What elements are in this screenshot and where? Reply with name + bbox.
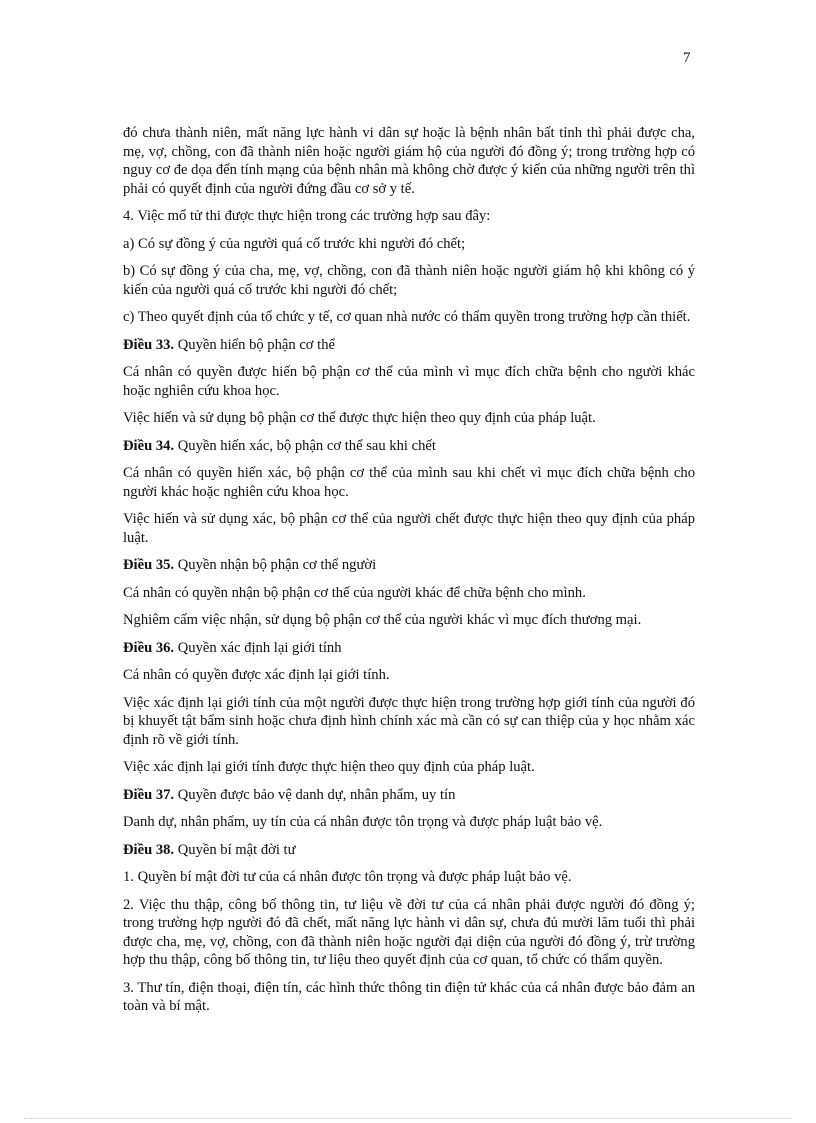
paragraph: Việc xác định lại giới tính của một người được thực hiện trong trường hợp giới tính của người đó bị khuyết tật bẩm sinh hoặc chưa định hình chính xác mà cần có sự can thiệp của y học nhằm xác định rõ về giới tính. <box>123 694 695 748</box>
document-body <box>123 124 695 1025</box>
paragraph: Việc hiến và sử dụng bộ phận cơ thể được thực hiện theo quy định của pháp luật. <box>123 410 596 426</box>
paragraph: Việc hiến và sử dụng xác, bộ phận cơ thể của người chết được thực hiện theo quy định của pháp luật. <box>123 511 695 546</box>
paragraph: đó chưa thành niên, mất năng lực hành vi dân sự hoặc là bệnh nhân bất tỉnh thì phải được cha, mẹ, vợ, chồng, con đã thành niên hoặc người giám hộ của người đó đồng ý; trong trường hợp có nguy cơ đe dọa đến tính mạng của bệnh nhân mà không chờ được ý kiến của những người trên thì phải có quyết định của người đứng đầu cơ sở y tế. <box>123 125 695 197</box>
paragraph: Cá nhân có quyền hiến xác, bộ phận cơ thể của mình sau khi chết vì mục đích chữa bệnh cho người khác hoặc nghiên cứu khoa học. <box>123 465 695 500</box>
paragraph: Cá nhân có quyền nhận bộ phận cơ thể của người khác để chữa bệnh cho mình. <box>123 584 586 601</box>
paragraph: 3. Thư tín, điện thoại, điện tín, các hình thức thông tin điện tử khác của cá nhân được bảo đảm an toàn và bí mật. <box>123 979 695 1014</box>
page-number: 7 <box>683 50 691 66</box>
article-heading <box>123 841 695 860</box>
paragraph: a) Có sự đồng ý của người quá cố trước khi người đó chết; <box>123 235 466 252</box>
article-heading <box>123 336 695 355</box>
article-title: Quyền xác định lại giới tính <box>177 639 342 656</box>
paragraph: Nghiêm cấm việc nhận, sử dụng bộ phận cơ thể của người khác vì mục đích thương mại. <box>123 612 642 628</box>
article-title: Quyền được bảo vệ danh dự, nhân phẩm, uy tín <box>177 786 456 803</box>
paragraph: 1. Quyền bí mật đời tư của cá nhân được tôn trọng và được pháp luật bảo vệ. <box>123 869 572 885</box>
paragraph: c) Theo quyết định của tổ chức y tế, cơ quan nhà nước có thẩm quyền trong trường hợp cần thiết. <box>123 309 691 325</box>
paragraph: 4. Việc mổ tử thi được thực hiện trong các trường hợp sau đây: <box>123 208 491 224</box>
article-heading <box>123 556 695 575</box>
article-title: Quyền bí mật đời tư <box>177 841 296 858</box>
article-number: Điều 38. <box>123 841 175 858</box>
article-heading <box>123 786 695 805</box>
article-number: Điều 36. <box>123 639 175 656</box>
paragraph: Cá nhân có quyền được hiến bộ phận cơ thể của mình vì mục đích chữa bệnh cho người khác hoặc nghiên cứu khoa học. <box>123 364 695 399</box>
article-title: Quyền nhận bộ phận cơ thể người <box>177 557 377 573</box>
article-number: Điều 34. <box>123 437 175 454</box>
page-bottom-divider <box>24 1118 792 1119</box>
article-title: Quyền hiến xác, bộ phận cơ thể sau khi chết <box>177 437 436 454</box>
article-heading <box>123 437 695 456</box>
article-number: Điều 33. <box>123 336 175 353</box>
paragraph: Cá nhân có quyền được xác định lại giới tính. <box>123 667 390 683</box>
paragraph: Danh dự, nhân phẩm, uy tín của cá nhân được tôn trọng và được pháp luật bảo vệ. <box>123 814 603 830</box>
paragraph: 2. Việc thu thập, công bố thông tin, tư liệu về đời tư của cá nhân phải được người đó đồng ý; trong trường hợp người đó đã chết, mất năng lực hành vi dân sự, chưa đủ mười lăm tuổi thì phải được cha, mẹ, vợ, chồng, con đã thành niên hoặc người đại diện của người đó đồng ý, trừ trường hợp thu thập, công bố thông tin, tư liệu theo quyết định của cơ quan, tổ chức có thẩm quyền. <box>123 896 695 968</box>
article-heading <box>123 639 695 658</box>
article-number: Điều 35. <box>123 557 175 573</box>
paragraph: b) Có sự đồng ý của cha, mẹ, vợ, chồng, con đã thành niên hoặc người giám hộ khi không có ý kiến của người quá cố trước khi người đó chết; <box>123 263 695 298</box>
paragraph: Việc xác định lại giới tính được thực hiện theo quy định của pháp luật. <box>123 759 535 775</box>
article-title: Quyền hiến bộ phận cơ thể <box>177 336 335 353</box>
article-number: Điều 37. <box>123 786 175 803</box>
